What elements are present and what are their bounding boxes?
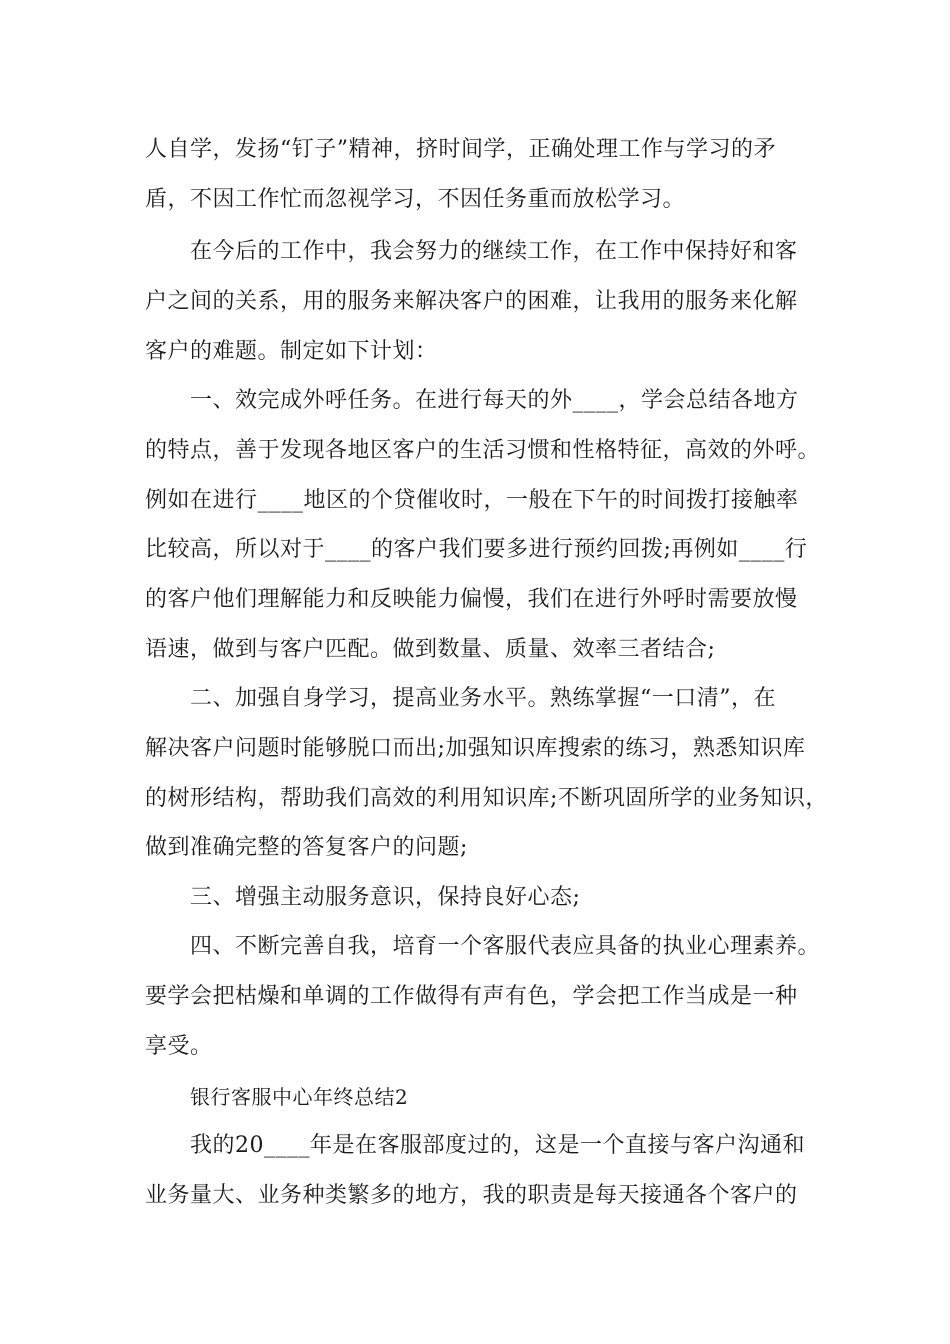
section-heading: 银行客服中心年终总结2	[190, 1085, 409, 1109]
text-line: 三、增强主动服务意识，保持良好心态;	[190, 885, 581, 910]
text-line: 盾，不因工作忙而忽视学习，不因任务重而放松学习。	[145, 187, 686, 212]
text-line: 语速，做到与客户匹配。做到数量、质量、效率三者结合;	[145, 637, 716, 662]
text-line: 四、不断完善自我，培育一个客服代表应具备的执业心理素养。	[190, 934, 821, 959]
text-line: 我的20____年是在客服部度过的，这是一个直接与客户沟通和	[190, 1133, 805, 1158]
text-line: 二、加强自身学习，提高业务水平。熟练掌握“一口清”，在	[190, 686, 776, 711]
text-line: 例如在进行____地区的个贷催收时，一般在下午的时间拨打接触率	[145, 488, 799, 513]
text-line: 的客户他们理解能力和反映能力偏慢，我们在进行外呼时需要放慢	[145, 587, 798, 612]
text-line: 人自学，发扬“钉子”精神，挤时间学，正确处理工作与学习的矛	[145, 137, 776, 162]
text-line: 的特点，善于发现各地区客户的生活习惯和性格特征，高效的外呼。	[145, 438, 821, 463]
text-line: 解决客户问题时能够脱口而出;加强知识库搜索的练习，熟悉知识库	[145, 736, 806, 761]
text-line: 比较高，所以对于____的客户我们要多进行预约回拨;再例如____行	[145, 537, 808, 562]
text-line: 享受。	[145, 1034, 213, 1059]
text-line: 要学会把枯燥和单调的工作做得有声有色，学会把工作当成是一种	[145, 984, 798, 1009]
text-line: 一、效完成外呼任务。在进行每天的外____，学会总结各地方	[190, 388, 799, 413]
text-line: 在今后的工作中，我会努力的继续工作，在工作中保持好和客	[190, 239, 798, 264]
text-line: 户之间的关系，用的服务来解决客户的困难，让我用的服务来化解	[145, 289, 798, 314]
text-line: 做到准确完整的答复客户的问题;	[145, 835, 468, 860]
text-line: 业务量大、业务种类繁多的地方，我的职责是每天接通各个客户的	[145, 1183, 798, 1208]
text-line: 客户的难题。制定如下计划：	[145, 339, 438, 364]
text-line: 的树形结构，帮助我们高效的利用知识库;不断巩固所学的业务知识，	[145, 786, 828, 811]
